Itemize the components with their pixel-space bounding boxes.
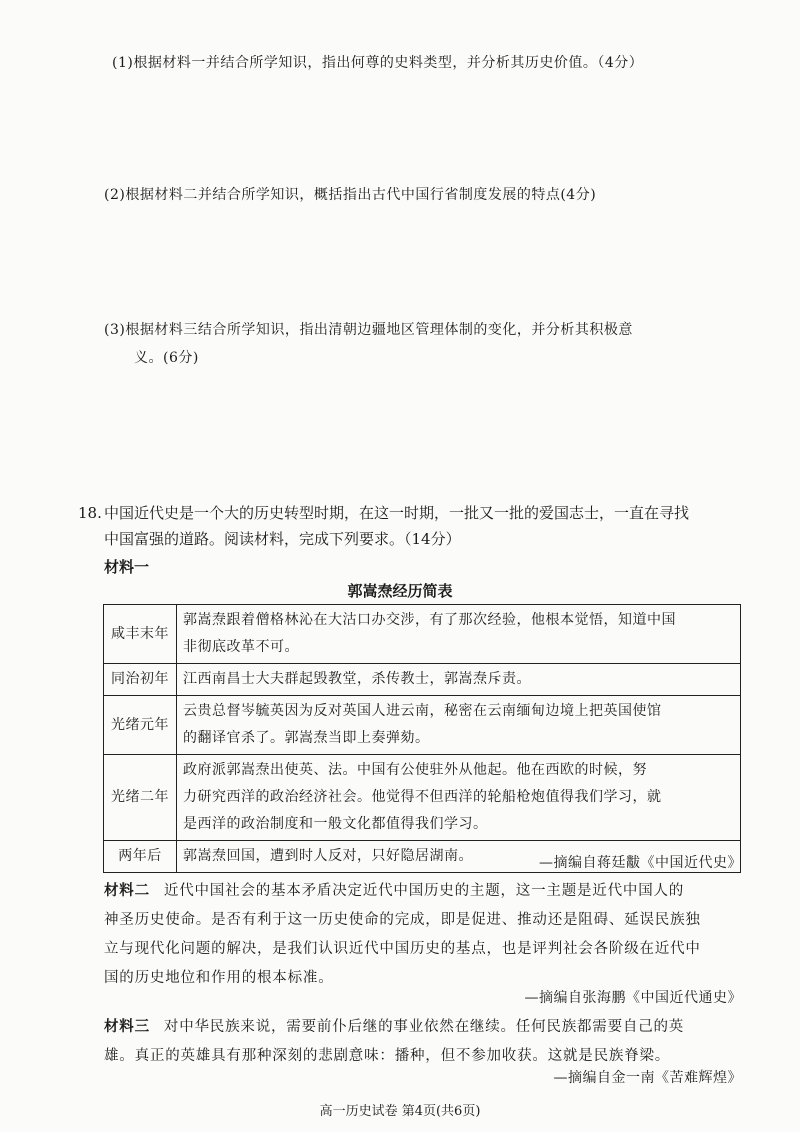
event-line: 力研究西洋的政治经济社会。他觉得不但西洋的轮船枪炮值得我们学习，就 — [183, 789, 662, 805]
material-3 — [104, 1012, 744, 1071]
event-line: 的翻译官杀了。郭嵩焘当即上奏弹劾。 — [183, 730, 430, 746]
event-line: 江西南昌士大夫群起毁教堂，杀传教士，郭嵩焘斥责。 — [183, 671, 531, 687]
row-events — [177, 696, 741, 755]
row-events — [177, 605, 741, 664]
table-row — [104, 664, 741, 696]
row-time: 两年后 — [104, 841, 177, 873]
material-1-label: 材料一 — [104, 558, 150, 576]
table-row — [104, 755, 741, 841]
material-1-source: —摘编自蒋廷黻《中国近代史》 — [539, 855, 742, 871]
question-1: (1)根据材料一并结合所学知识，指出何尊的史料类型，并分析其历史价值。（4分） — [112, 55, 644, 71]
material-2-line: 材料二 近代中国社会的基本矛盾决定近代中国历史的主题，这一主题是近代中国人的 — [104, 882, 685, 899]
question-3 — [104, 316, 754, 372]
event-line: 郭嵩焘回国，遭到时人反对，只好隐居湖南。 — [183, 848, 473, 864]
material-2-label: 材料二 — [104, 882, 150, 899]
material-2-line: 国的历史地位和作用的根本标准。 — [104, 970, 334, 986]
event-line: 政府派郭嵩焘出使英、法。中国有公使驻外从他起。他在西欧的时候，努 — [183, 762, 647, 778]
row-time: 光绪元年 — [104, 696, 177, 755]
material-2-line: 立与现代化问题的解决，是我们认识近代中国历史的基点，也是评判社会各阶级在近代中 — [104, 941, 701, 957]
material-3-line: 雄。真正的英雄具有那种深刻的悲剧意味：播种，但不参加收获。这就是民族脊梁。 — [104, 1048, 671, 1064]
question-18-line-2: 中国富强的道路。阅读材料，完成下列要求。（14分） — [104, 530, 461, 548]
question-18-number: 18. — [78, 504, 102, 522]
table-row — [104, 696, 741, 755]
material-3-line: 材料三 对中华民族来说，需要前仆后继的事业依然在继续。任何民族都需要自己的英 — [104, 1018, 685, 1035]
material-3-label: 材料三 — [104, 1018, 150, 1035]
material-2-line: 神圣历史使命。是否有利于这一历史使命的完成，即是促进、推动还是阻碍、延误民族独 — [104, 912, 701, 928]
material-3-source: —摘编自金一南《苦难辉煌》 — [553, 1070, 742, 1086]
question-2: (2)根据材料二并结合所学知识，概括指出古代中国行省制度发展的特点(4分) — [104, 187, 597, 203]
page-footer: 高一历史试卷 第4页(共6页) — [319, 1104, 481, 1119]
history-table — [103, 604, 741, 873]
row-events — [177, 755, 741, 841]
row-events — [177, 664, 741, 696]
question-18-stem — [78, 500, 758, 552]
row-time: 光绪二年 — [104, 755, 177, 841]
row-time: 同治初年 — [104, 664, 177, 696]
event-line: 是西洋的政治制度和一般文化都值得我们学习。 — [183, 816, 488, 832]
table-row — [104, 605, 741, 664]
event-line: 云贵总督岑毓英因为反对英国人进云南，秘密在云南缅甸边境上把英国使馆 — [183, 703, 662, 719]
event-line: 郭嵩焘跟着僧格林沁在大沽口办交涉，有了那次经验，他根本觉悟，知道中国 — [183, 612, 676, 628]
table-title: 郭嵩焘经历简表 — [347, 582, 453, 600]
material-2-source: —摘编自张海鹏《中国近代通史》 — [524, 990, 742, 1006]
question-18-line-1: 中国近代史是一个大的历史转型时期，在这一时期，一批又一批的爱国志士，一直在寻找 — [104, 504, 690, 522]
event-line: 非彻底改革不可。 — [183, 639, 299, 655]
question-3-line-1: (3)根据材料三结合所学知识，指出清朝边疆地区管理体制的变化，并分析其积极意 — [104, 322, 633, 338]
row-time: 咸丰末年 — [104, 605, 177, 664]
question-3-line-2: 义。(6分) — [134, 350, 199, 366]
material-2 — [104, 876, 744, 993]
